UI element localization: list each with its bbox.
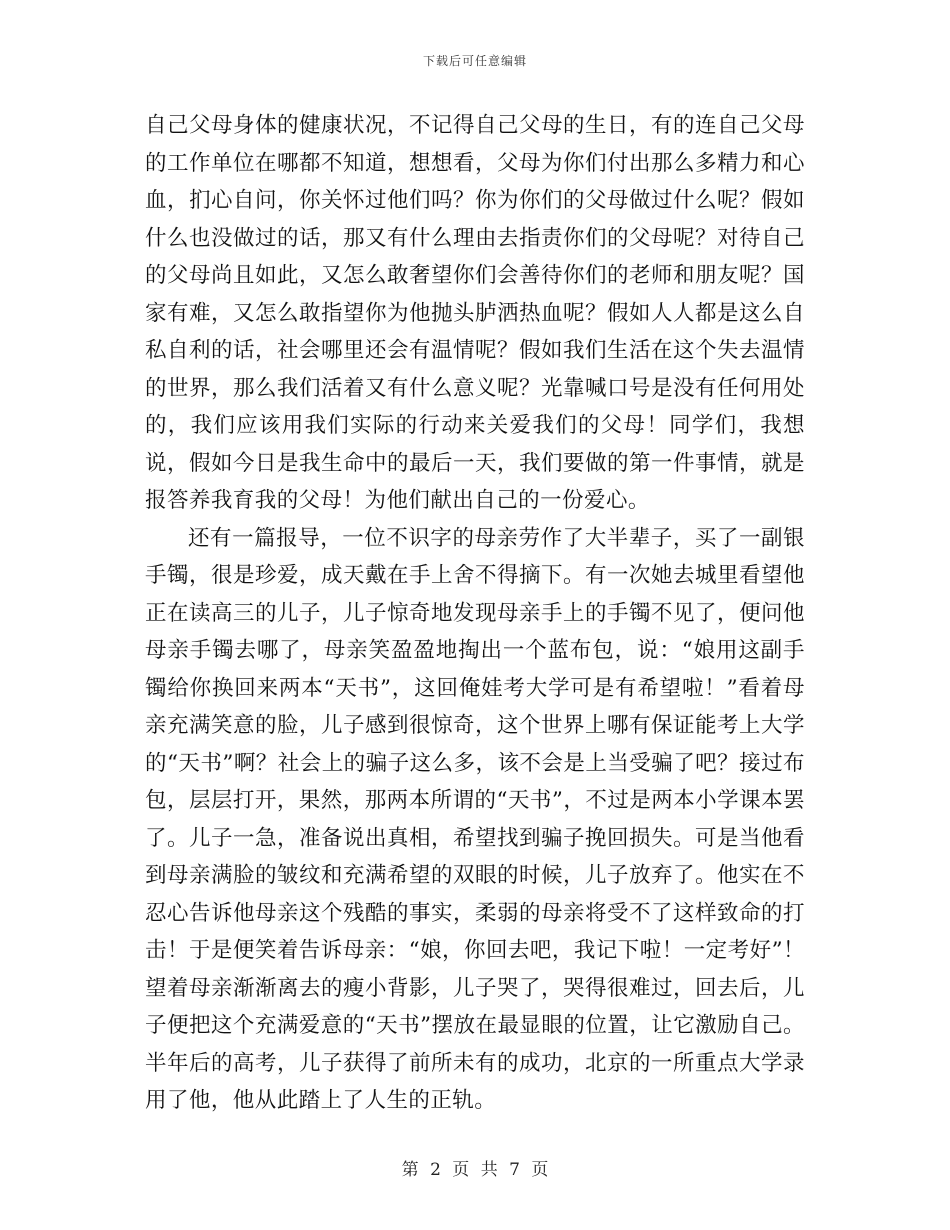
page-number-footer: 第 2 页 共 7 页 [401,1160,549,1180]
page-header: 下载后可任意编辑 [422,54,527,68]
paragraph-story: 还有一篇报导，一位不识字的母亲劳作了大半辈子，买了一副银手镯，很是珍爱，成天戴在手上舍不得摘下。有一次她去城里看望他正在读高三的儿子，儿子惊奇地发现母亲手上的手镯不见了，便问他母亲手镯去哪了，母亲笑盈盈地掏出一个蓝布包，说：“娘用这副手镯给你换回来两本“天书”，这回俺娃考大学可是有希望啦！”看着母亲充满笑意的脸，儿子感到很惊奇，这个世界上哪有保证能考上大学的“天书”啊？社会上的骗子这么多，该不会是上当受骗了吧？接过布包，层层打开，果然，那两本所谓的“天书”，不过是两本小学课本罢了。儿子一急，准备说出真相，希望找到骗子挽回损失。可是当他看到母亲满脸的皱纹和充满希望的双眼的时候，儿子放弃了。他实在不忍心告诉他母亲这个残酷的事实，柔弱的母亲将受不了这样致命的打击！于是便笑着告诉母亲：“娘，你回去吧，我记下啦！一定考好”！望着母亲渐渐离去的瘦小背影，儿子哭了，哭得很难过，回去后，儿子便把这个充满爱意的“天书”摆放在最显眼的位置，让它激励自己。半年后的高考，儿子获得了前所未有的成功，北京的一所重点大学录用了他，他从此踏上了人生的正轨。 [145,525,805,1113]
paragraph-continued: 自己父母身体的健康状况，不记得自己父母的生日，有的连自己父母的工作单位在哪都不知道，想想看，父母为你们付出那么多精力和心血，扪心自问，你关怀过他们吗？你为你们的父母做过什么呢？假如什么也没做过的话，那又有什么理由去指责你们的父母呢？对待自己的父母尚且如此，又怎么敢奢望你们会善待你们的老师和朋友呢？国家有难，又怎么敢指望你为他抛头胪洒热血呢？假如人人都是这么自私自利的话，社会哪里还会有温情呢？假如我们生活在这个失去温情的世界，那么我们活着又有什么意义呢？光靠喊口号是没有任何用处的，我们应该用我们实际的行动来关爱我们的父母！同学们，我想说，假如今日是我生命中的最后一天，我们要做的第一件事情，就是报答养我育我的父母！为他们献出自己的一份爱心。 [145,113,805,513]
document-body [145,107,805,1120]
